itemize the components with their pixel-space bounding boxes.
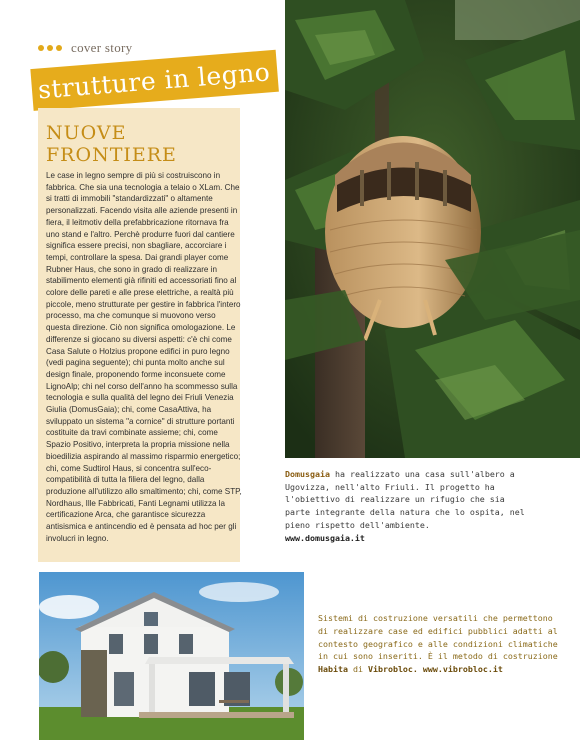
- house-photo: [39, 572, 304, 740]
- caption-text: ha realizzato una casa sull'albero a Ugovizza, nell'alto Friuli. Il progetto ha l'obiettivo di realizzare un rifugio che sia parte integrante della natura che lo ospita, nel pieno rispetto dell'ambiente.: [285, 469, 525, 530]
- article-headline: [46, 122, 236, 166]
- caption-bottom-company-link[interactable]: Vibrobloc. www.vibrobloc.it: [367, 664, 503, 675]
- caption-brand: Domusgaia: [285, 469, 330, 479]
- headline-line-1: NUOVE: [46, 122, 127, 144]
- category-banner: [30, 50, 279, 111]
- dot-icon: [38, 45, 44, 51]
- treehouse-caption: [285, 468, 525, 544]
- treehouse-photo: [285, 0, 580, 458]
- section-label: cover story: [71, 40, 133, 55]
- dot-icon: [47, 45, 53, 51]
- caption-url-link[interactable]: www.domusgaia.it: [285, 532, 365, 543]
- headline-line-2: FRONTIERE: [46, 144, 177, 166]
- house-caption: [318, 612, 558, 676]
- dot-icon: [56, 45, 62, 51]
- article-body: Le case in legno sempre di più si costruiscono in fabbrica. Che sia una tecnologia a telaio o XLam. Che si tratti di immobili "standardizzati" o altamente personalizzati. Facendo visita alle aziende presenti in fiera, il leitmotiv della prefabbricazione ritornava fra uno stand e l'altro. Perchè produrre fuori dal cantiere significa essere precisi, non sbagliare, accorciare i tempi, controllare la spesa. Dai grandi player come Rubner Haus, che sono in grado di realizzare in stabilimento elementi già rifiniti ed accessoriati fino al colore delle pareti e alle prese elettriche, a realtà più piccole, meno strutturate per gestire in fabbrica l'intero processo, ma che comunque si muovono verso questa direzione. Ciò non significa omologazione. Le differenze si giocano su diversi aspetti: c'è chi come Casa Salute o Holzius propone edifici in puro legno (vedi pagina seguente); chi punta molto anche sul design finale, proponendo forme inconsuete come LignoAlp; chi nel corso dell'anno ha scommesso sulla tecnologia e sulla qualità del legno dei Friuli Venezia Giulia (DomusGaia); chi, come CasaAttiva, ha sviluppato un sistema "a cornice" di strutture portanti costituite da travi combinate assieme; chi, come Spazio Positivo, interpreta la propria missione nella bioedilizia aspirando al massimo risparmio energetico; chi, come Sudtirol Haus, si concentra sull'eco-compatibilità di tutta la filiera del legno, dalla produzione all'utilizzo allo smaltimento; chi, come STP, Nordhaus, Ille Fabbricati, Fanti Legnami utilizza la certificazione Arca, che garantisce sicurezza antisismica e antincendio ed è pensata ad hoc per gli involucri in legno.: [46, 171, 242, 543]
- caption-bottom-text: Sistemi di costruzione versatili che permettono di realizzare case ed edifici pubblici adatti al contesto geografico e alle condizioni climatiche in cui sono inseriti. È il metodo di costruzione: [318, 613, 558, 662]
- caption-bottom-brand: Habita: [318, 664, 348, 675]
- section-kicker: [38, 40, 132, 56]
- caption-bottom-text2: di: [347, 664, 368, 675]
- banner-title: strutture in legno: [36, 56, 272, 104]
